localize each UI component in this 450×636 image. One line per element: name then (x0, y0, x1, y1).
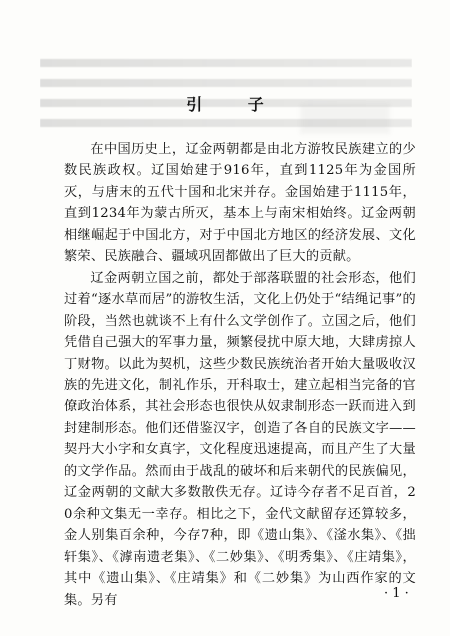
body-text (64, 139, 416, 611)
page-number: · 1 · (384, 586, 409, 601)
paragraph-1: 在中国历史上，辽金两朝都是由北方游牧民族建立的少数民族政权。辽国始建于916年，直到1125年为金国所灭，与唐末的五代十国和北宋并存。金国始建于1115年，直到1234年为蒙古所灭，基本上与南宋相始终。辽金两朝相继崛起于中国北方，对于中国北方地区的经济发展、文化繁荣、民族融合、疆域巩固都做出了巨大的贡献。 (64, 142, 416, 265)
chapter-title: 引 子 (186, 95, 284, 114)
paragraph-2: 辽金两朝立国之前，都处于部落联盟的社会形态，他们过着“逐水草而居”的游牧生活，文化上仍处于“结绳记事”的阶段，当然也就谈不上有什么文学创作了。立国之后，他们凭借自己强大的军事力量，频繁侵扰中原大地，大肆虏掠人丁财物。以此为契机，这些少数民族统治者开始大量吸收汉族的先进文化，制礼作乐，开科取士，建立起相当完备的官僚政治体系，其社会形态也很快从奴隶制形态一跃而进入到封建制形态。他们还借鉴汉字，创造了各自的民族文字——契丹大小字和女真字，文化程度迅速提高，而且产生了大量的文学作品。然而由于战乱的破坏和后来朝代的民族偏见，辽金两朝的文献大多数散佚无存。辽诗今存者不足百首，20余种文集无一幸存。相比之下，金代文献留存还算较多，金人别集百余种，今存7种，即《遗山集》、《滏水集》、《拙轩集》、《滹南遗老集》、《二妙集》、《明秀集》、《庄靖集》，其中《遗山集》、《庄靖集》和《二妙集》为山西作家的文集。另有 (64, 270, 416, 608)
